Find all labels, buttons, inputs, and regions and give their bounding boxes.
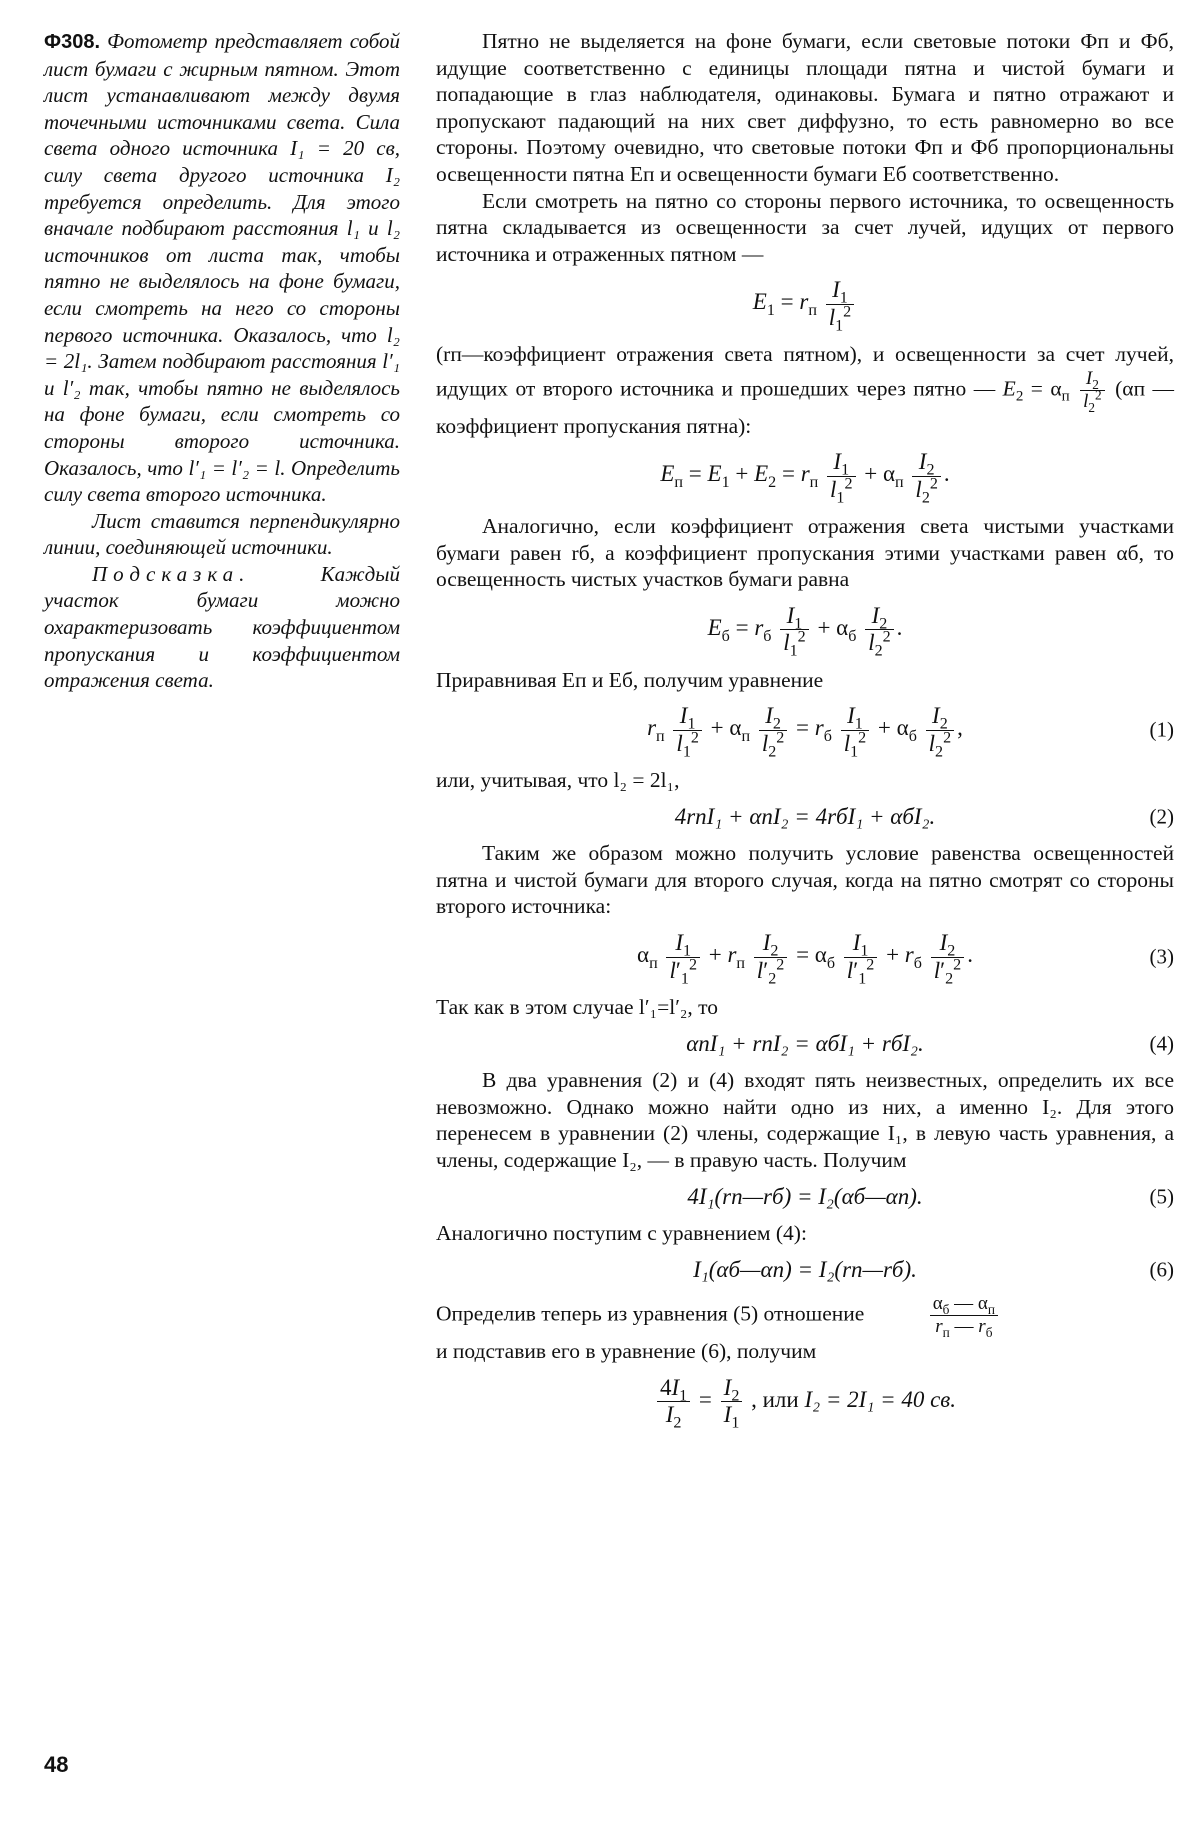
equation-5-text: 4I₁(rп—rб) = I₂(αб—αп).	[687, 1183, 923, 1209]
formula-1: $r_п$ $\frac{I_1}{l_1^2}$ + $\alpha_п$ $\frac{I_2}{l_2^2}$ = $r_б$ $\frac{I_1}{l_1^2}$ + $\alpha_б$ $\frac{I_2}{l_2^2}$ , (1)	[647, 703, 1174, 761]
final-connector: , или	[751, 1386, 799, 1412]
problem-column	[44, 28, 400, 694]
solution-paragraph-10: Аналогично поступим с уравнением (4):	[436, 1221, 807, 1246]
page-number: 48	[44, 1752, 69, 1777]
hint-text: Каждый участок бумаги можно охарактеризовать коэффициентом пропускания и коэффициентом отражения света.	[44, 561, 400, 693]
solution-paragraph-7: Таким же образом можно получить условие равенства освещенностей пятна и чистой бумаги для второго случая, когда на пятно смотрят со стороны второго источника:	[436, 841, 1174, 919]
formula-3: $\alpha_п$ $\frac{I_1}{l'_1^2}$ + $r_п$ $\frac{I_2}{l'_2^2}$ = $\alpha_б$ $\frac{I_1}{l'_1^2}$ + $r_б$ $\frac{I_2}{l'_2^2}$ . (3)	[637, 930, 1174, 988]
formula-5	[436, 1184, 1174, 1211]
hint-label: Подсказка.	[92, 561, 251, 586]
equation-number-4: (4)	[1149, 1031, 1174, 1056]
solution-paragraph-11	[436, 1293, 1174, 1338]
solution-paragraph-9: В два уравнения (2) и (4) входят пять неизвестных, определить их все невозможно. Однако можно найти одно из них, а именно I₂. Для этого перенесем в уравнении (2) члены, содержащие I₁, в левую часть уравнения, а члены, содержащие I₂, — в правую часть. Получим	[436, 1068, 1174, 1172]
solution-paragraph-3: (rп—коэффициент отражения света пятном), и освещенности за счет лучей, идущих от второго источника и прошедших через пятно — $E_2 = \alpha_п$ $\frac{I_2}{l_2^2}$ (αп — коэффициент пропускания пятна):	[436, 342, 1175, 438]
formula-eb: $E_б = r_б$ $\frac{I_1}{l_1^2}$ + $\alpha_б$ $\frac{I_2}{l_2^2}$ .	[707, 602, 903, 660]
equation-6-text: I₁(αб—αп) = I₂(rп—rб).	[693, 1256, 917, 1282]
equation-4-text: αпI₁ + rпI₂ = αбI₁ + rбI₂.	[686, 1030, 924, 1056]
equation-number-6: (6)	[1149, 1257, 1174, 1282]
solution-paragraph-8: Так как в этом случае l′₁=l′₂, то	[436, 994, 719, 1019]
formula-ep: $E_п = E_1 + E_2 = r_п$ $\frac{I_1}{l_1^2}$ + $\alpha_п$ $\frac{I_2}{l_2^2}$ .	[660, 449, 950, 507]
solution-paragraph-3b: (αп — коэффициент пропускания пятна):	[436, 376, 1175, 438]
solution-column	[436, 28, 1174, 1438]
inline-fraction-e2: $\frac{I_2}{l_2^2}$	[1080, 368, 1105, 413]
problem-note: Лист ставится перпендикулярно линии, соединяющей источники.	[44, 508, 400, 560]
equation-number-1: (1)	[1149, 717, 1174, 742]
solution-paragraph-4: Аналогично, если коэффициент отражения света чистыми участками бумаги равен rб, а коэффициент пропускания этими участками равен αб, то освещенность чистых участков бумаги равна	[436, 513, 1174, 592]
solution-paragraph-12: и подставив его в уравнение (6), получим	[436, 1338, 817, 1363]
formula-e1: $E_1 = r_п$ $\frac{I_1}{l_1^2}$	[436, 277, 1174, 331]
equation-number-3: (3)	[1149, 944, 1174, 969]
formula-2	[436, 804, 1174, 831]
equation-number-2: (2)	[1149, 804, 1174, 829]
solution-paragraph-1: Пятно не выделяется на фоне бумаги, если световые потоки Фп и Фб, идущие соответственно с единицы площади пятна и чистой бумаги и попадающие в глаз наблюдателя, одинаковы. Бумага и пятно отражают и пропускают падающий на них свет диффузно, то есть равномерно во все стороны. Поэтому очевидно, что световые потоки Фп и Фб пропорциональны освещенности пятна Eп и освещенности бумаги Eб соответственно.	[436, 29, 1174, 186]
problem-number: Ф308.	[44, 31, 100, 53]
solution-paragraph-11-text: Определив теперь из уравнения (5) отношение	[436, 1301, 865, 1326]
solution-paragraph-2: Если смотреть на пятно со стороны первого источника, то освещенность пятна складывается из освещенности за счет лучей, идущих от первого источника и отраженных пятном —	[436, 188, 1174, 266]
equation-2-text: 4rпI₁ + αпI₂ = 4rбI₁ + αбI₂.	[674, 803, 936, 829]
problem-statement	[44, 28, 400, 508]
ratio-fraction: $\frac{\alpha_б — \alpha_п}{r_п — r_б}$	[930, 1293, 998, 1338]
solution-paragraph-5: Приравнивая Eп и Eб, получим уравнение	[436, 667, 824, 692]
solution-paragraph-6: или, учитывая, что l₂ = 2l₁,	[436, 768, 680, 793]
final-answer: I₂ = 2I₁ = 40 св.	[804, 1386, 957, 1412]
equation-number-5: (5)	[1149, 1184, 1174, 1209]
formula-6	[436, 1257, 1174, 1284]
formula-final: $\frac{4I_1}{I_2}$ = $\frac{I_2}{I_1}$ , или I₂ = 2I₁ = 40 св.	[436, 1375, 1174, 1429]
formula-4	[436, 1031, 1174, 1058]
solution-paragraph-3a: (rп—коэффициент отражения света пятном), и освещенности за счет лучей, идущих от второго источника и прошедших через пятно —	[436, 342, 1174, 401]
problem-text: Фотометр представляет собой лист бумаги с жирным пятном. Этот лист устанавливают между двумя точечными источниками света. Сила света одного источника I₁ = 20 св, силу света другого источника I₂ требуется определить. Для этого вначале подбирают расстояния l₁ и l₂ источников от листа так, чтобы пятно не выделялось на фоне бумаги, если смотреть на него со стороны первого источника. Оказалось, что l₂ = 2l₁. Затем подбирают расстояния l′₁ и l′₂ так, чтобы пятно не выделялось на фоне бумаги, если смотреть со стороны второго источника. Оказалось, что l′₁ = l′₂ = l. Определить силу света второго источника.	[44, 29, 400, 507]
problem-hint	[44, 561, 400, 694]
